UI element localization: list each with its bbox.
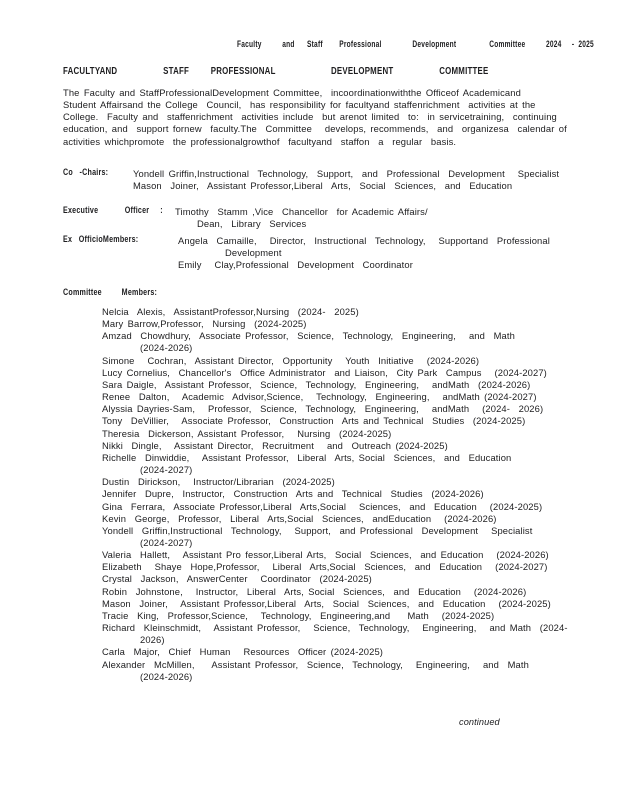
member-entry-continuation: (2024-2027) [140,464,193,476]
committee-members-label: Committee Members: [63,287,158,298]
member-entry: Mason Joiner, Assistant Professor,Liberal Arts, Social Sciences, and Education (2024-2025) [102,597,551,609]
member-entry: Jennifer Dupre, Instructor, Construction Arts and Technical Studies (2024-2026) [102,488,484,500]
member-entry: Sara Daigle, Assistant Professor, Science, Technology, Engineering, andMath (2024-2026) [102,378,531,390]
co-chair-entry: Yondell Griffin,Instructional Technology, Support, and Professional Development Specialist [133,168,560,179]
member-entry: Crystal Jackson, AnswerCenter Coordinator (2024-2025) [102,573,372,585]
intro-paragraph [63,87,567,148]
intro-line: The Faculty and StaffProfessionalDevelopment Committee, incoordinationwiththe Officeof Academicand [63,87,521,98]
member-entry: Alyssia Dayries-Sam, Professor, Science, Technology, Engineering, andMath (2024- 2026) [102,403,544,415]
ex-officio-entry: Emily Clay,Professional Development Coordinator [178,259,413,271]
member-entry-continuation: (2024-2026) [140,342,193,354]
co-chairs-entries [133,168,559,192]
member-entry: Simone Cochran, Assistant Director, Opportunity Youth Initiative (2024-2026) [102,354,480,366]
executive-officer-entry: Timothy Stamm ,Vice Chancellor for Academic Affairs/ [175,206,428,217]
member-entry: Elizabeth Shaye Hope,Professor, Liberal Arts,Social Sciences, and Education (2024-2027) [102,561,548,573]
member-entry: Tony DeVillier, Associate Professor, Construction Arts and Technical Studies (2024-2025) [102,415,526,427]
ex-officio-entries [178,235,550,271]
member-entry-continuation: (2024-2027) [140,536,193,548]
document-header [237,39,618,49]
member-entry: Yondell Griffin,Instructional Technology, Support, and Professional Development Specialist [102,524,533,536]
member-entry: Amzad Chowdhury, Associate Professor, Science, Technology, Engineering, and Math [102,330,515,342]
member-entry-continuation: (2024-2026) [140,670,193,682]
member-entry: Theresia Dickerson, Assistant Professor, Nursing (2024-2025) [102,427,392,439]
member-entry: Lucy Cornelius, Chancellor's Office Administrator and Liaison, City Park Campus (2024-2027) [102,366,547,378]
document-header-text: Faculty and Staff Professional Development Committee 2024 - 2025 [237,39,594,49]
intro-line: College. Faculty and staffenrichment activities include but arenot limited to: in servicetraining, continuing [63,111,557,123]
member-entry-continuation: 2026) [140,634,165,646]
member-entry: Richelle Dinwiddie, Assistant Professor, Liberal Arts, Social Sciences, and Education [102,451,512,463]
member-entry: Robin Johnstone, Instructor, Liberal Arts, Social Sciences, and Education (2024-2026) [102,585,527,597]
intro-line: activities whichpromote the professionalgrowthof facultyand staffon a regular basis. [63,135,457,147]
page-title [63,65,618,77]
member-entry: Dustin Dirickson, Instructor/Librarian (2024-2025) [102,476,335,488]
intro-line: education, and support fornew faculty.The Committee develops, recommends, and organizesa calendar of [63,123,567,135]
ex-officio-members-label: Ex OfficioMembers: [63,234,139,245]
ex-officio-entry-continuation: Development [225,247,282,259]
member-entry: Alexander McMillen, Assistant Professor, Science, Technology, Engineering, and Math [102,658,529,670]
member-entry: Renee Dalton, Academic Advisor,Science, Technology, Engineering, andMath (2024-2027) [102,391,537,403]
member-entry: Tracie King, Professor,Science, Technology, Engineering,and Math (2024-2025) [102,609,495,621]
member-entry: Nelcia Alexis, AssistantProfessor,Nursing (2024- 2025) [102,306,359,317]
executive-officer-entry-continuation: Dean, Library Services [197,218,307,230]
member-entry: Richard Kleinschmidt, Assistant Professor, Science, Technology, Engineering, and Math (2024- [102,622,568,634]
ex-officio-entry: Angela Camaille, Director, Instructional Technology, Supportand Professional [178,235,550,246]
member-entry: Kevin George, Professor, Liberal Arts,Social Sciences, andEducation (2024-2026) [102,512,497,524]
committee-members-list [102,306,568,683]
co-chairs-label: Co -Chairs: [63,167,109,178]
member-entry: Mary Barrow,Professor, Nursing (2024-2025) [102,318,307,330]
member-entry: Valeria Hallett, Assistant Pro fessor,Liberal Arts, Social Sciences, and Education (2024-2026) [102,549,549,561]
co-chair-entry: Mason Joiner, Assistant Professor,Liberal Arts, Social Sciences, and Education [133,180,513,192]
member-entry: Carla Major, Chief Human Resources Officer (2024-2025) [102,646,384,658]
member-entry: Nikki Dingle, Assistant Director, Recruitment and Outreach (2024-2025) [102,439,448,451]
page-title-text: FACULTYAND STAFF PROFESSIONAL DEVELOPMENT COMMITTEE [63,65,489,77]
member-entry: Gina Ferrara, Associate Professor,Liberal Arts,Social Sciences, and Education (2024-2025) [102,500,543,512]
intro-line: Student Affairsand the College Council, has responsibility for facultyand staffenrichment activities at the [63,99,536,111]
executive-officer-entries [175,206,428,230]
executive-officer-label: Executive Officer : [63,205,163,216]
continued-note: continued [459,717,500,727]
